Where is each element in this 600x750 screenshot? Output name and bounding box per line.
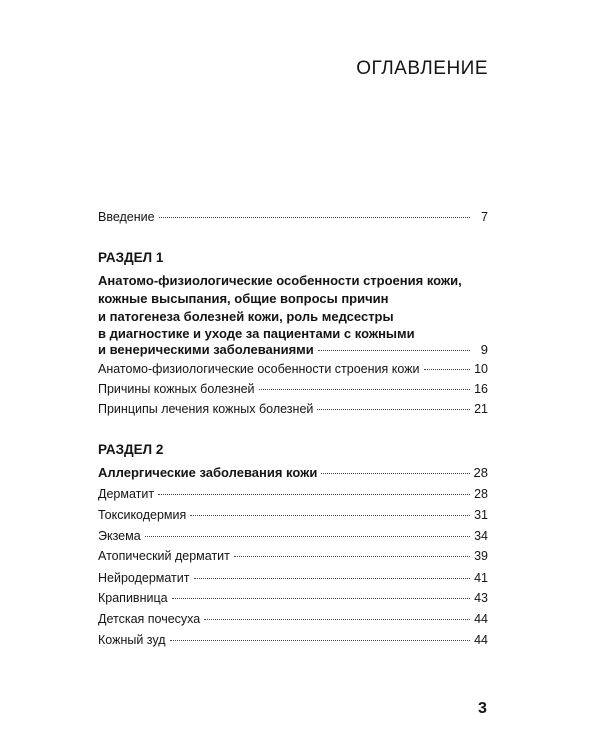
toc-entry-page: 21 [474,402,488,416]
toc-entry-page: 28 [473,465,488,480]
toc-entry[interactable] [98,612,488,627]
toc-entry-page: 16 [474,382,488,396]
toc-entry-page: 43 [474,591,488,605]
toc-entry[interactable] [98,402,488,417]
toc-entry-label: Токсикодермия [98,508,187,522]
toc-entry[interactable] [98,529,488,544]
toc-entry[interactable] [98,508,488,523]
toc-entry[interactable] [98,591,488,606]
dot-leader [318,350,470,351]
toc-entry-page: 31 [474,508,488,522]
toc-entry-page: 44 [474,612,488,626]
dot-leader [234,556,470,557]
toc-entry[interactable] [98,571,488,586]
dot-leader [317,409,470,410]
toc-entry-label: Анатомо-физиологические особенности строения кожи [98,362,420,376]
toc-entry-page: 7 [481,210,488,224]
toc-entry-label: и венерическими заболеваниями [98,342,314,357]
toc-entry-label: Дерматит [98,487,155,501]
section-1-label: РАЗДЕЛ 1 [98,250,164,265]
toc-entry[interactable] [98,549,488,564]
toc-entry-label: Причины кожных болезней [98,382,255,396]
dot-leader [170,640,470,641]
toc-entry[interactable] [98,362,488,377]
page-number: 3 [478,700,487,717]
toc-entry-section-1-heading[interactable] [98,342,488,357]
toc-entry-page: 41 [474,571,488,585]
dot-leader [159,217,470,218]
dot-leader [204,619,470,620]
toc-entry[interactable] [98,487,488,502]
dot-leader [321,473,469,474]
dot-leader [172,598,470,599]
toc-entry-page: 28 [474,487,488,501]
toc-entry-label: Экзема [98,529,141,543]
section-1-heading-line: и патогенеза болезней кожи, роль медсестры [98,309,394,324]
toc-entry-section-2-heading[interactable] [98,465,488,480]
toc-entry-page: 10 [474,362,488,376]
dot-leader [190,515,470,516]
toc-entry-page: 39 [474,549,488,563]
toc-entry-label: Введение [98,210,155,224]
section-1-heading-line: кожные высыпания, общие вопросы причин [98,291,389,306]
dot-leader [424,369,470,370]
page-title: ОГЛАВЛЕНИЕ [356,58,488,79]
toc-entry-intro[interactable] [98,210,488,225]
dot-leader [145,536,470,537]
dot-leader [158,494,470,495]
toc-entry-label: Детская почесуха [98,612,201,626]
toc-entry-label: Атопический дерматит [98,549,230,563]
toc-entry-page: 44 [474,633,488,647]
toc-entry[interactable] [98,382,488,397]
dot-leader [259,389,470,390]
toc-entry-label: Крапивница [98,591,168,605]
toc-entry-label: Принципы лечения кожных болезней [98,402,314,416]
dot-leader [194,578,471,579]
toc-entry-page: 34 [474,529,488,543]
section-1-heading-line: в диагностике и уходе за пациентами с кожными [98,326,415,341]
toc-entry-label: Кожный зуд [98,633,166,647]
section-2-label: РАЗДЕЛ 2 [98,442,164,457]
toc-entry-label: Аллергические заболевания кожи [98,465,318,480]
toc-entry-page: 9 [480,342,488,357]
section-1-heading-line: Анатомо-физиологические особенности строения кожи, [98,273,462,288]
toc-entry-label: Нейродерматит [98,571,190,585]
toc-entry[interactable] [98,633,488,648]
